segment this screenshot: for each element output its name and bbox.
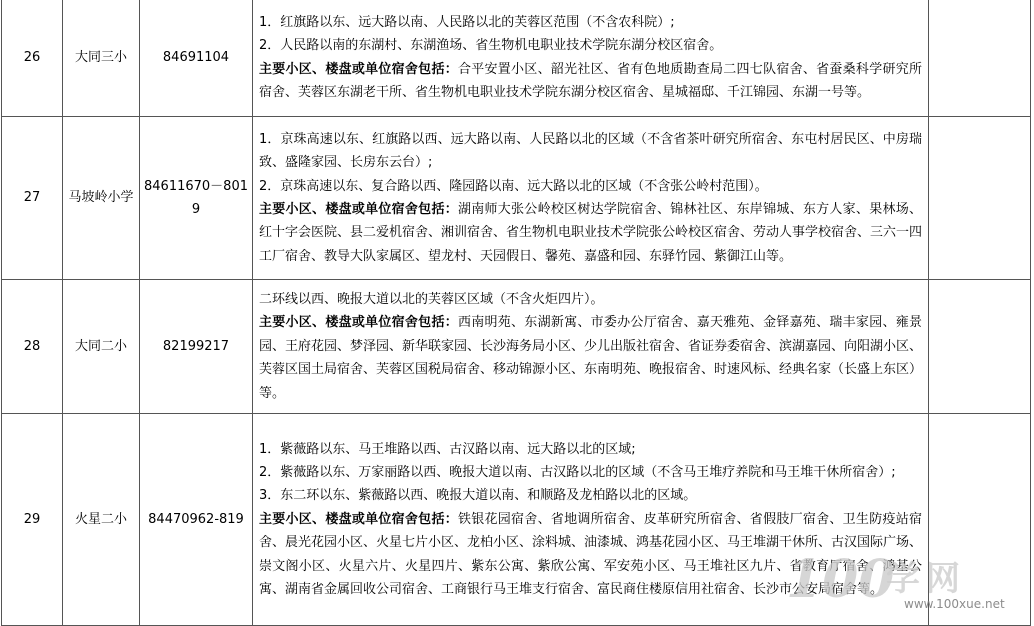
- scope-key-text: 湖南师大张公岭校区树达学院宿舍、锦林社区、东岸锦城、东方人家、果林场、红十字会医院、县二爱机宿舍、湘训宿舍、省生物机电职业技术学院张公岭校区宿舍、劳动人事学校宿舍、三六一四工厂宿舍、教导大队家属区、望龙村、天园假日、馨苑、嘉盛和园、东驿竹园、紫御江山等。: [259, 202, 923, 264]
- scope-key-label: 主要小区、楼盘或单位宿舍包括：: [259, 315, 458, 331]
- phone-number: 84470962-819: [140, 414, 253, 626]
- enrollment-scope: [253, 0, 929, 117]
- school-name: 火星二小: [63, 414, 140, 626]
- scope-line: 2．紫薇路以东、万家丽路以西、晚报大道以南、古汉路以北的区域（不含马王堆疗养院和马王堆干休所宿舍）;: [259, 464, 896, 480]
- watermark-logo: 100: [786, 549, 895, 610]
- scope-line: 1．京珠高速以东、红旗路以西、远大路以南、人民路以北的区域（不含省茶叶研究所宿舍、东屯村居民区、中房瑞致、盛隆家园、长房东云台）;: [259, 131, 922, 171]
- scope-key-paragraph: [259, 198, 922, 268]
- empty-cell: [929, 280, 1031, 414]
- scope-line: 二环线以西、晚报大道以北的芙蓉区区域（不含火炬四片）。: [259, 291, 604, 307]
- empty-cell: [929, 414, 1031, 626]
- scope-key-text: 西南明苑、东湖新寓、市委办公厅宿舍、嘉天雅苑、金铎嘉苑、瑞丰家园、雍景园、王府花园、梦泽园、新华联家园、长沙海务局小区、少儿出版社宿舍、省证券委宿舍、滨湖嘉园、向阳湖小区、芙蓉区国土局宿舍、芙蓉区国税局宿舍、移动锦源小区、东南明苑、晚报宿舍、时速风标、经典名家（长盛上东区）等。: [259, 315, 923, 401]
- scope-key-label: 主要小区、楼盘或单位宿舍包括：: [259, 202, 458, 217]
- phone-number: 84611670－8019: [140, 117, 253, 280]
- scope-line: 2．京珠高速以东、复合路以西、隆园路以南、远大路以北的区域（不含张公岭村范围）。: [259, 178, 768, 194]
- scope-key-paragraph: [259, 508, 922, 602]
- scope-line: 1．紫薇路以东、马王堆路以西、古汉路以南、远大路以北的区域;: [259, 441, 636, 457]
- row-number: 28: [2, 280, 63, 414]
- phone-number: 84691104: [140, 0, 253, 117]
- school-name: 大同三小: [63, 0, 140, 117]
- scope-line: 3．东二环以东、紫薇路以西、晚报大道以南、和顺路及龙柏路以北的区域。: [259, 488, 697, 504]
- enrollment-scope: [253, 117, 929, 280]
- enrollment-scope: [253, 414, 929, 626]
- scope-line: 2．人民路以南的东湖村、东湖渔场、省生物机电职业技术学院东湖分校区宿舍。: [259, 38, 723, 54]
- empty-cell: [929, 0, 1031, 117]
- watermark-url: www.100xue.net: [904, 597, 1005, 611]
- scope-key-text: 铁银花园宿舍、省地调所宿舍、皮革研究所宿舍、省假肢厂宿舍、卫生防疫站宿舍、晨光花园小区、火星七片小区、龙柏小区、涂料城、油漆城、鸿基花园小区、马王堆湖干休所、古汉国际广场、崇文阁小区、火星六片、火星四片、紫东公寓、紫欣公寓、军安苑小区、马王堆社区九片、省教育厅宿舍、鸿基公寓、湖南省金属回收公司宿舍、工商银行马王堆支行宿舍、富民商住楼原信用社宿舍、长沙市公安局宿舍等。: [259, 511, 923, 598]
- phone-number: 82199217: [140, 280, 253, 414]
- scope-key-label: 主要小区、楼盘或单位宿舍包括：: [259, 511, 458, 527]
- row-number: 27: [2, 117, 63, 280]
- table-row: [2, 117, 1031, 280]
- scope-key-label: 主要小区、楼盘或单位宿舍包括：: [259, 61, 458, 77]
- school-name: 马坡岭小学: [63, 117, 140, 280]
- row-number: 26: [2, 0, 63, 117]
- empty-cell: [929, 117, 1031, 280]
- scope-line: 1．红旗路以东、远大路以南、人民路以北的芙蓉区范围（不含农科院）;: [259, 14, 675, 30]
- scope-key-paragraph: [259, 311, 922, 405]
- watermark-name: 学网: [886, 559, 966, 599]
- table-row: [2, 414, 1031, 626]
- enrollment-scope: [253, 280, 929, 414]
- school-district-table: [1, 0, 1031, 626]
- scope-key-text: 合平安置小区、韶光社区、省有色地质勘查局二四七队宿舍、省蚕桑科学研究所宿舍、芙蓉区东湖老干所、省生物机电职业技术学院东湖分校区宿舍、星城福邸、千江锦园、东湖一号等。: [259, 61, 922, 100]
- table-row: [2, 0, 1031, 117]
- row-number: 29: [2, 414, 63, 626]
- school-name: 大同二小: [63, 280, 140, 414]
- table-row: [2, 280, 1031, 414]
- scope-key-paragraph: [259, 58, 922, 105]
